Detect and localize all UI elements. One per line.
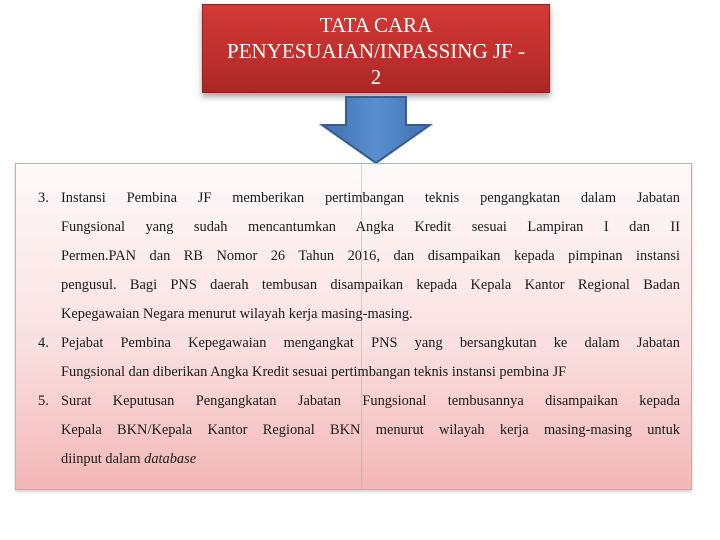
item-text-line: Instansi Pembina JF memberikan pertimbangan teknis pengangkatan dalam Jabatan [61,190,680,206]
italic-term: database [144,451,197,467]
down-arrow-icon [318,95,434,167]
title-box [202,4,550,93]
title-line-3: 2 [370,65,382,89]
item-number: 4. [38,335,49,351]
steps-list [38,184,680,474]
item-text-line: Fungsional dan diberikan Angka Kredit sesuai pertimbangan teknis instansi pembina JF [61,364,567,380]
list-item [38,387,680,474]
item-text-line: diinput dalam [61,451,145,467]
item-number: 5. [38,393,49,409]
item-text-line: pengusul. Bagi PNS daerah tembusan disampaikan kepada Kepala Kantor Regional Badan [61,277,680,293]
item-text-line: Kepala BKN/Kepala Kantor Regional BKN menurut wilayah kerja masing-masing untuk [61,422,680,438]
item-number: 3. [38,190,49,206]
item-text-line: Surat Keputusan Pengangkatan Jabatan Fungsional tembusannya disampaikan kepada [61,393,680,409]
title-line-1: TATA CARA [319,13,433,37]
list-item [38,329,680,387]
item-text-line: Permen.PAN dan RB Nomor 26 Tahun 2016, dan disampaikan kepada pimpinan instansi [61,248,680,264]
item-text-line: Fungsional yang sudah mencantumkan Angka Kredit sesuai Lampiran I dan II [61,219,680,235]
content-box [15,163,692,490]
list-item [38,184,680,329]
item-text-line: Kepegawaian Negara menurut wilayah kerja masing-masing. [61,306,413,322]
item-text-line: Pejabat Pembina Kepegawaian mengangkat PNS yang bersangkutan ke dalam Jabatan [61,335,680,351]
title-line-2: PENYESUAIAN/INPASSING JF - [227,39,525,63]
